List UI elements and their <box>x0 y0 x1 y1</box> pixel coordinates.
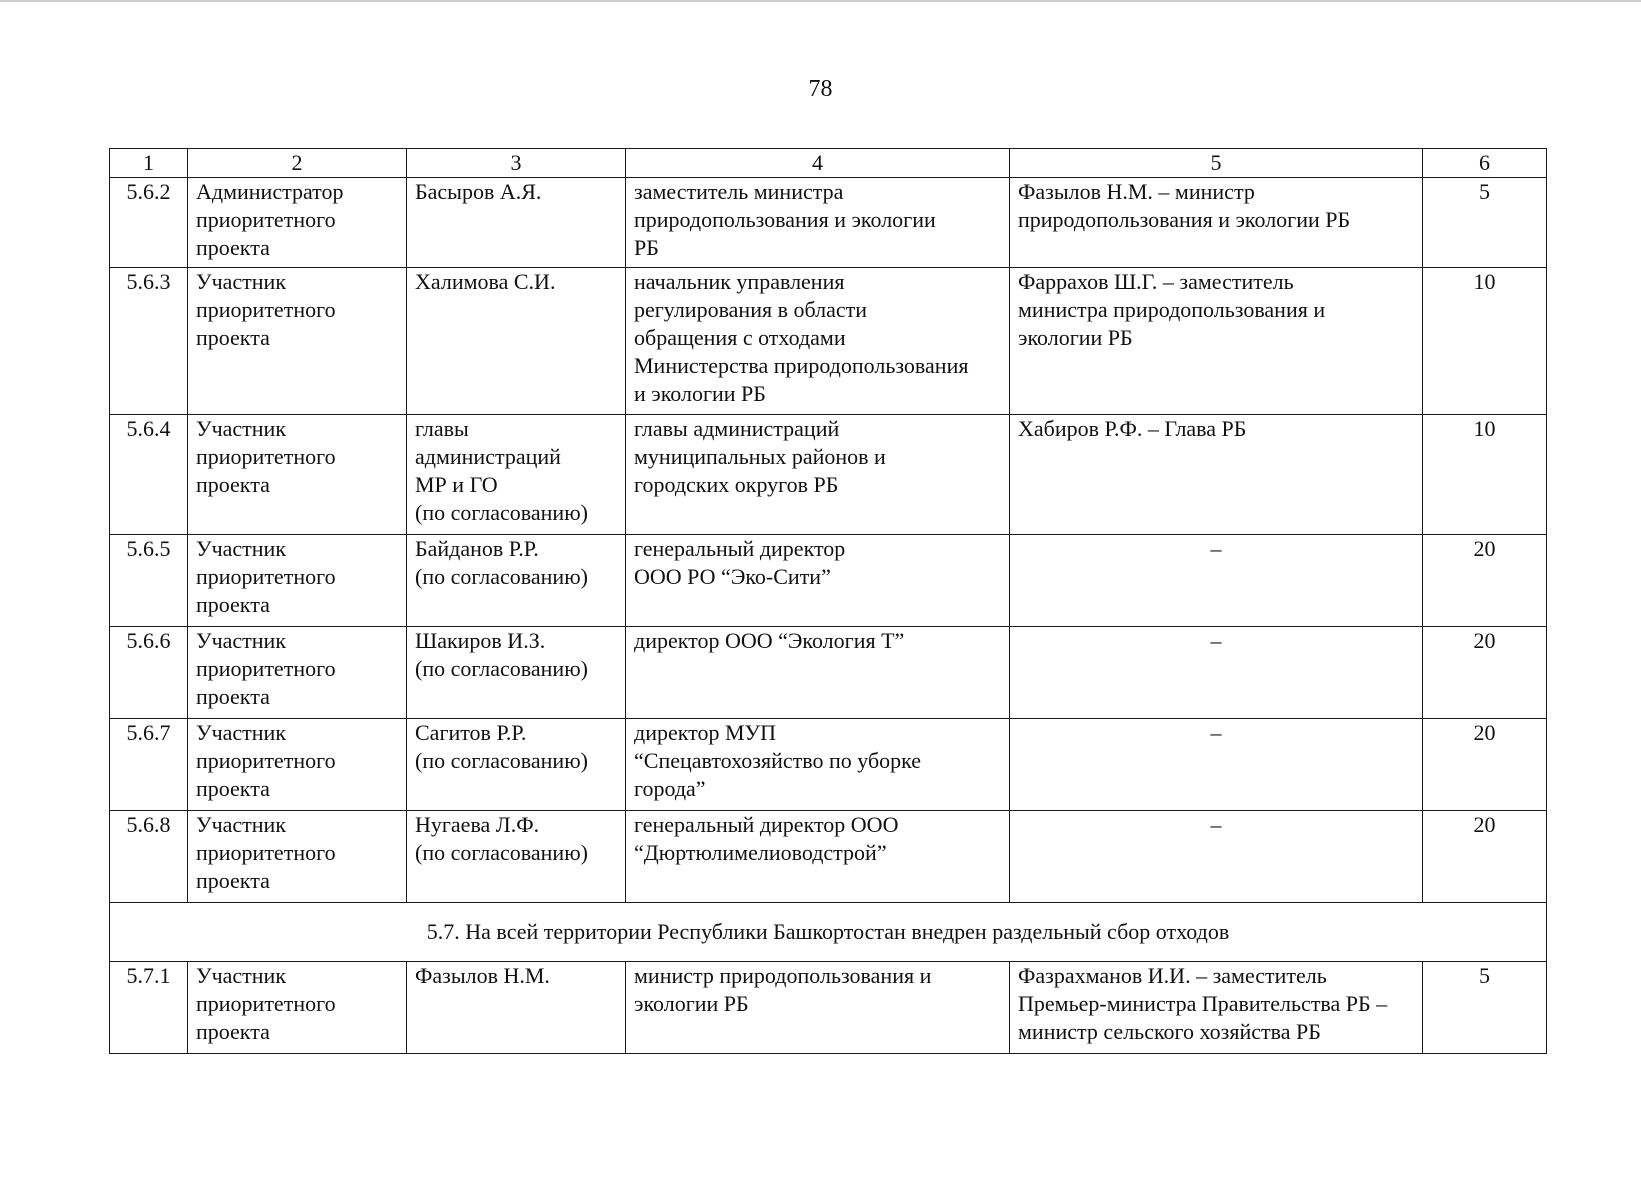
role-cell: Участник приоритетного проекта <box>188 719 407 811</box>
supervisor-cell: Фазылов Н.М. – министр природопользования и экологии РБ <box>1010 178 1423 268</box>
table-row <box>110 415 1547 535</box>
value-cell: 10 <box>1423 268 1547 415</box>
position-cell: директор ООО “Экология Т” <box>626 627 1010 719</box>
role-cell: Участник приоритетного проекта <box>188 268 407 415</box>
row-number: 5.6.6 <box>110 627 188 719</box>
person-cell: Халимова С.И. <box>407 268 626 415</box>
person-cell: главы администраций МР и ГО (по согласованию) <box>407 415 626 535</box>
row-number: 5.6.8 <box>110 811 188 903</box>
scan-edge-line <box>0 0 1641 5</box>
position-cell: заместитель министра природопользования и экологии РБ <box>626 178 1010 268</box>
row-number: 5.6.2 <box>110 178 188 268</box>
role-cell: Участник приоритетного проекта <box>188 415 407 535</box>
value-cell: 20 <box>1423 627 1547 719</box>
section-row <box>110 903 1547 962</box>
row-number: 5.6.5 <box>110 535 188 627</box>
column-header: 2 <box>188 149 407 178</box>
person-cell: Фазылов Н.М. <box>407 962 626 1054</box>
column-header: 5 <box>1010 149 1423 178</box>
table-row <box>110 268 1547 415</box>
role-cell: Участник приоритетного проекта <box>188 811 407 903</box>
section-title: 5.7. На всей территории Республики Башкортостан внедрен раздельный сбор отходов <box>110 903 1547 962</box>
person-cell: Байданов Р.Р. (по согласованию) <box>407 535 626 627</box>
position-cell: начальник управления регулирования в области обращения с отходами Министерства природопользования и экологии РБ <box>626 268 1010 415</box>
column-header: 3 <box>407 149 626 178</box>
row-number: 5.6.7 <box>110 719 188 811</box>
role-cell: Участник приоритетного проекта <box>188 627 407 719</box>
table-row <box>110 178 1547 268</box>
supervisor-cell: Хабиров Р.Ф. – Глава РБ <box>1010 415 1423 535</box>
supervisor-cell: – <box>1010 535 1423 627</box>
supervisor-cell: Фазрахманов И.И. – заместитель Премьер-министра Правительства РБ – министр сельского хозяйства РБ <box>1010 962 1423 1054</box>
person-cell: Шакиров И.З. (по согласованию) <box>407 627 626 719</box>
project-roster-table <box>109 148 1547 1054</box>
value-cell: 10 <box>1423 415 1547 535</box>
row-number: 5.6.4 <box>110 415 188 535</box>
column-header: 6 <box>1423 149 1547 178</box>
column-header: 1 <box>110 149 188 178</box>
table-row <box>110 811 1547 903</box>
value-cell: 20 <box>1423 535 1547 627</box>
position-cell: генеральный директор ООО “Дюртюлимелиоводстрой” <box>626 811 1010 903</box>
supervisor-cell: – <box>1010 811 1423 903</box>
supervisor-cell: – <box>1010 627 1423 719</box>
supervisor-cell: – <box>1010 719 1423 811</box>
person-cell: Сагитов Р.Р. (по согласованию) <box>407 719 626 811</box>
header-row <box>110 149 1547 178</box>
page-number: 78 <box>808 76 833 102</box>
table-row <box>110 535 1547 627</box>
column-header: 4 <box>626 149 1010 178</box>
role-cell: Участник приоритетного проекта <box>188 962 407 1054</box>
position-cell: министр природопользования и экологии РБ <box>626 962 1010 1054</box>
table-row <box>110 719 1547 811</box>
value-cell: 20 <box>1423 811 1547 903</box>
row-number: 5.6.3 <box>110 268 188 415</box>
value-cell: 20 <box>1423 719 1547 811</box>
row-number: 5.7.1 <box>110 962 188 1054</box>
role-cell: Участник приоритетного проекта <box>188 535 407 627</box>
value-cell: 5 <box>1423 962 1547 1054</box>
person-cell: Басыров А.Я. <box>407 178 626 268</box>
position-cell: директор МУП “Спецавтохозяйство по уборке города” <box>626 719 1010 811</box>
role-cell: Администратор приоритетного проекта <box>188 178 407 268</box>
value-cell: 5 <box>1423 178 1547 268</box>
person-cell: Нугаева Л.Ф. (по согласованию) <box>407 811 626 903</box>
table-row <box>110 962 1547 1054</box>
supervisor-cell: Фаррахов Ш.Г. – заместитель министра природопользования и экологии РБ <box>1010 268 1423 415</box>
table-row <box>110 627 1547 719</box>
position-cell: генеральный директор ООО РО “Эко-Сити” <box>626 535 1010 627</box>
position-cell: главы администраций муниципальных районов и городских округов РБ <box>626 415 1010 535</box>
